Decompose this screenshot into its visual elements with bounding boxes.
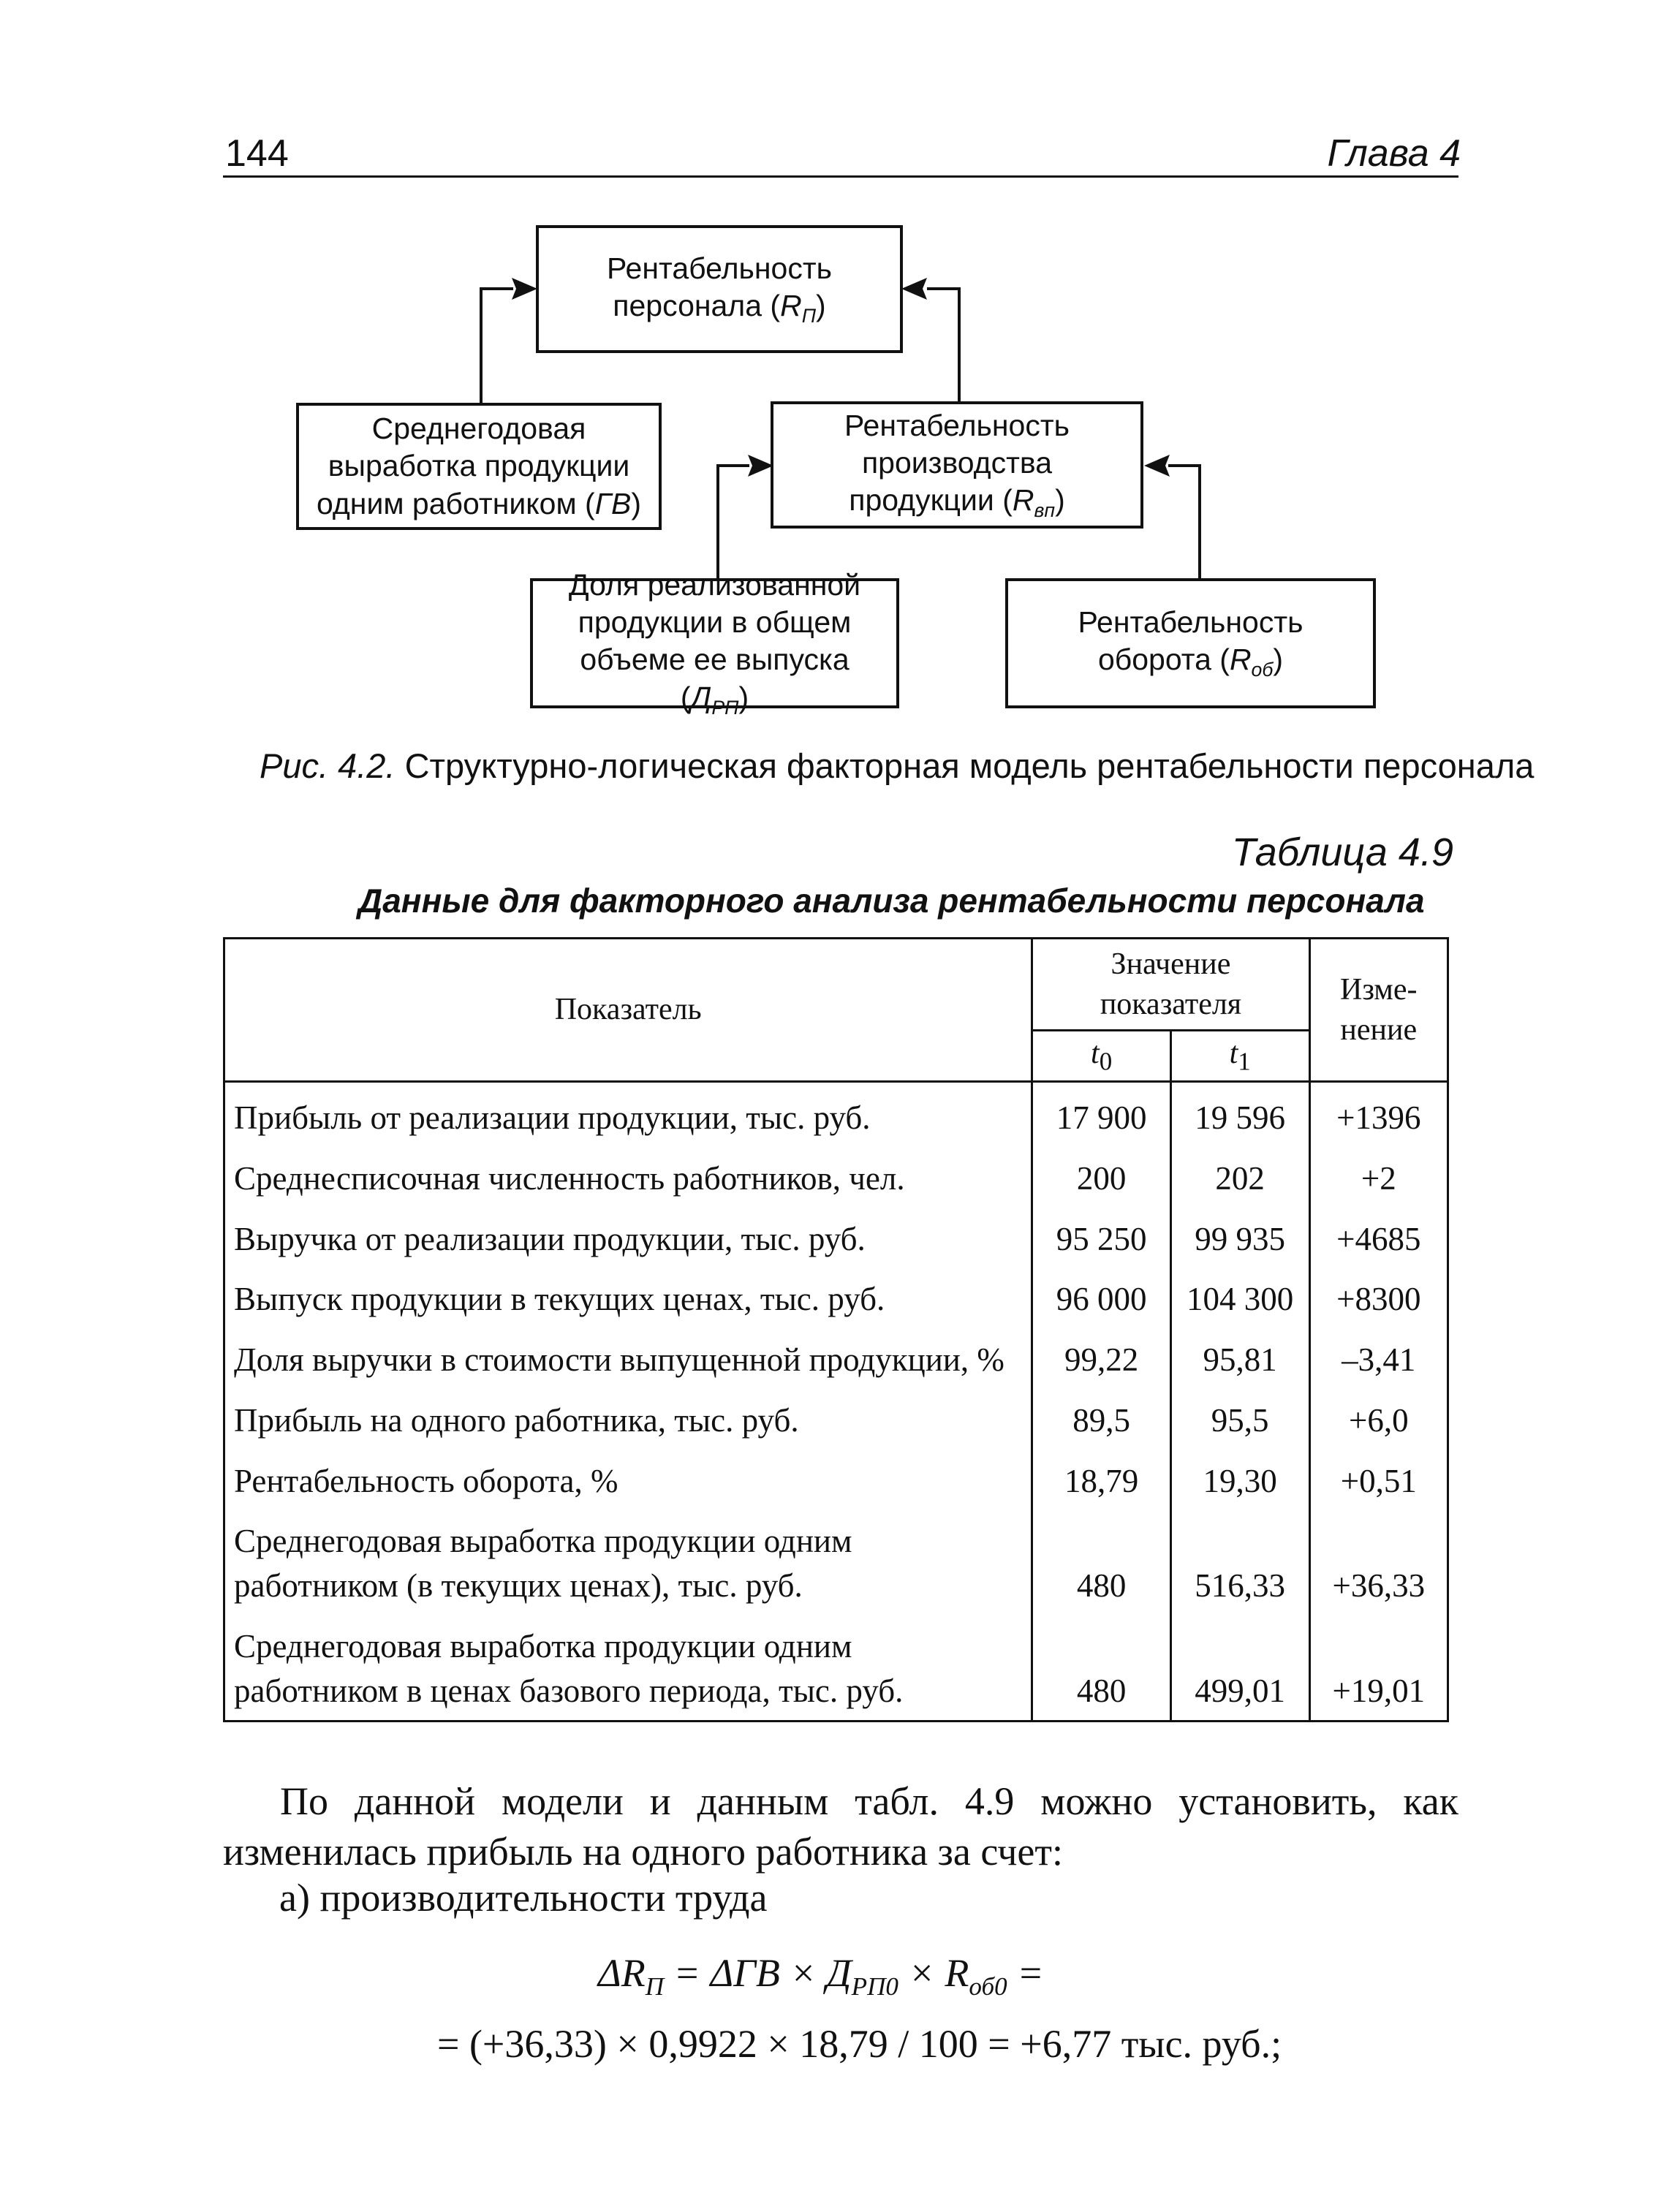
- box-left-line3: одним работником (ГВ): [316, 486, 641, 520]
- cell-indicator: Среднесписочная численность работников, чел.: [224, 1148, 1032, 1208]
- table-body: [224, 1082, 1448, 1722]
- table-number: Таблица 4.9: [1231, 830, 1453, 874]
- formula-line-1: $\Delta R_П = \Delta ГВ \times Д_{РП0} \times R_{об0}$ =: [598, 1951, 1044, 2001]
- cell-t0: 480: [1032, 1510, 1170, 1616]
- box-bottom-left-line1: Доля реализованной: [568, 567, 861, 602]
- table-title: Данные для факторного анализа рентабельности персонала: [358, 882, 1425, 920]
- cell-indicator: Прибыль на одного работника, тыс. руб.: [224, 1390, 1032, 1450]
- box-top-line2: персонала $(R_П)$: [613, 288, 826, 327]
- arrowhead-share-to-middle: [748, 455, 773, 477]
- connector-middle-to-top: [927, 289, 959, 404]
- formula-line-2: = (+36,33) × 0,9922 × 18,79 / 100 = +6,77 тыс. руб.;: [437, 2022, 1282, 2066]
- cell-t1: 104 300: [1170, 1268, 1309, 1329]
- table-row: [224, 1510, 1448, 1616]
- table-row: [224, 1616, 1448, 1722]
- arrowhead-left-to-top: [512, 278, 537, 300]
- arrowhead-middle-to-top: [901, 278, 927, 300]
- cell-t1: 516,33: [1170, 1510, 1309, 1616]
- cell-t0: 200: [1032, 1148, 1170, 1208]
- box-left-line1: Среднегодовая: [371, 412, 586, 446]
- box-personnel-profitability: [536, 225, 903, 353]
- cell-change: +1396: [1309, 1082, 1448, 1148]
- header-t0: $t_0$: [1032, 1031, 1170, 1082]
- box-bottom-right-line2: оборота $(R_{об})$: [1097, 643, 1284, 681]
- figure-caption-label: Рис. 4.2.: [260, 746, 396, 785]
- data-table: [223, 937, 1449, 1722]
- cell-change: +0,51: [1309, 1450, 1448, 1511]
- box-avg-annual-output: [296, 403, 662, 530]
- cell-t1: 499,01: [1170, 1616, 1309, 1722]
- cell-indicator: Выпуск продукции в текущих ценах, тыс. руб.: [224, 1268, 1032, 1329]
- cell-change: +36,33: [1309, 1510, 1448, 1616]
- box-bottom-right-line1: Рентабельность: [1078, 605, 1303, 640]
- cell-t0: 17 900: [1032, 1082, 1170, 1148]
- factor-model-diagram: [0, 0, 1680, 731]
- cell-t1: 95,81: [1170, 1329, 1309, 1390]
- table-row: [224, 1329, 1448, 1390]
- cell-indicator: Выручка от реализации продукции, тыс. руб.: [224, 1208, 1032, 1269]
- chapter-label: Глава 4: [1327, 132, 1461, 175]
- cell-change: +4685: [1309, 1208, 1448, 1269]
- figure-caption-text: Структурно-логическая факторная модель рентабельности персонала: [404, 746, 1535, 785]
- table-row: [224, 1390, 1448, 1450]
- header-value: Значение показателя: [1032, 939, 1309, 1031]
- cell-t0: 89,5: [1032, 1390, 1170, 1450]
- connector-turnover-to-middle: [1168, 466, 1200, 579]
- cell-t1: 19 596: [1170, 1082, 1309, 1148]
- cell-indicator: Прибыль от реализации продукции, тыс. руб.: [224, 1082, 1032, 1148]
- cell-indicator: Рентабельность оборота, %: [224, 1450, 1032, 1511]
- page-number: 144: [225, 132, 289, 175]
- box-middle-line3: продукции $(R_{вп})$: [849, 483, 1065, 522]
- cell-change: +8300: [1309, 1268, 1448, 1329]
- body-paragraph: По данной модели и данным табл. 4.9 можно установить, как изменилась прибыль на одного работника за счет:: [223, 1779, 1458, 1874]
- header-t1: $t_1$: [1170, 1031, 1309, 1082]
- box-middle-line1: Рентабельность: [844, 408, 1070, 442]
- cell-t0: 99,22: [1032, 1329, 1170, 1390]
- cell-change: +19,01: [1309, 1616, 1448, 1722]
- box-sold-products-share: [530, 567, 899, 719]
- table-row: [224, 1450, 1448, 1511]
- cell-t0: 95 250: [1032, 1208, 1170, 1269]
- box-turnover-profitability: [1005, 578, 1376, 708]
- box-middle-line2: производства: [861, 445, 1053, 480]
- cell-t1: 95,5: [1170, 1390, 1309, 1450]
- cell-indicator: Среднегодовая выработка продукции одним работником в ценах базового периода, тыс. руб.: [224, 1616, 1032, 1722]
- cell-t1: 99 935: [1170, 1208, 1309, 1269]
- table-row: [224, 1082, 1448, 1148]
- header-change: Изме- нение: [1309, 939, 1448, 1082]
- cell-t0: 480: [1032, 1616, 1170, 1722]
- cell-t0: 96 000: [1032, 1268, 1170, 1329]
- box-bottom-left-line2: продукции в общем: [578, 605, 852, 640]
- box-production-profitability: [771, 401, 1143, 529]
- figure-caption: [260, 746, 1534, 786]
- box-left-line2: выработка продукции: [328, 449, 630, 483]
- cell-change: –3,41: [1309, 1329, 1448, 1390]
- header-indicator: Показатель: [224, 939, 1032, 1082]
- cell-indicator: Среднегодовая выработка продукции одним работником (в текущих ценах), тыс. руб.: [224, 1510, 1032, 1616]
- list-item-a: а) производительности труда: [279, 1876, 768, 1920]
- cell-t1: 202: [1170, 1148, 1309, 1208]
- cell-change: +6,0: [1309, 1390, 1448, 1450]
- connector-share-to-middle: [718, 466, 749, 579]
- cell-t1: 19,30: [1170, 1450, 1309, 1511]
- table-row: [224, 1208, 1448, 1269]
- table-row: [224, 1148, 1448, 1208]
- connector-left-to-top: [481, 289, 513, 404]
- cell-indicator: Доля выручки в стоимости выпущенной продукции, %: [224, 1329, 1032, 1390]
- cell-t0: 18,79: [1032, 1450, 1170, 1511]
- box-top-line1: Рентабельность: [607, 251, 832, 285]
- arrowhead-turnover-to-middle: [1144, 455, 1170, 477]
- cell-change: +2: [1309, 1148, 1448, 1208]
- box-bottom-left-line3: объеме ее выпуска $(Д_{РП})$: [580, 643, 850, 719]
- table-row: [224, 1268, 1448, 1329]
